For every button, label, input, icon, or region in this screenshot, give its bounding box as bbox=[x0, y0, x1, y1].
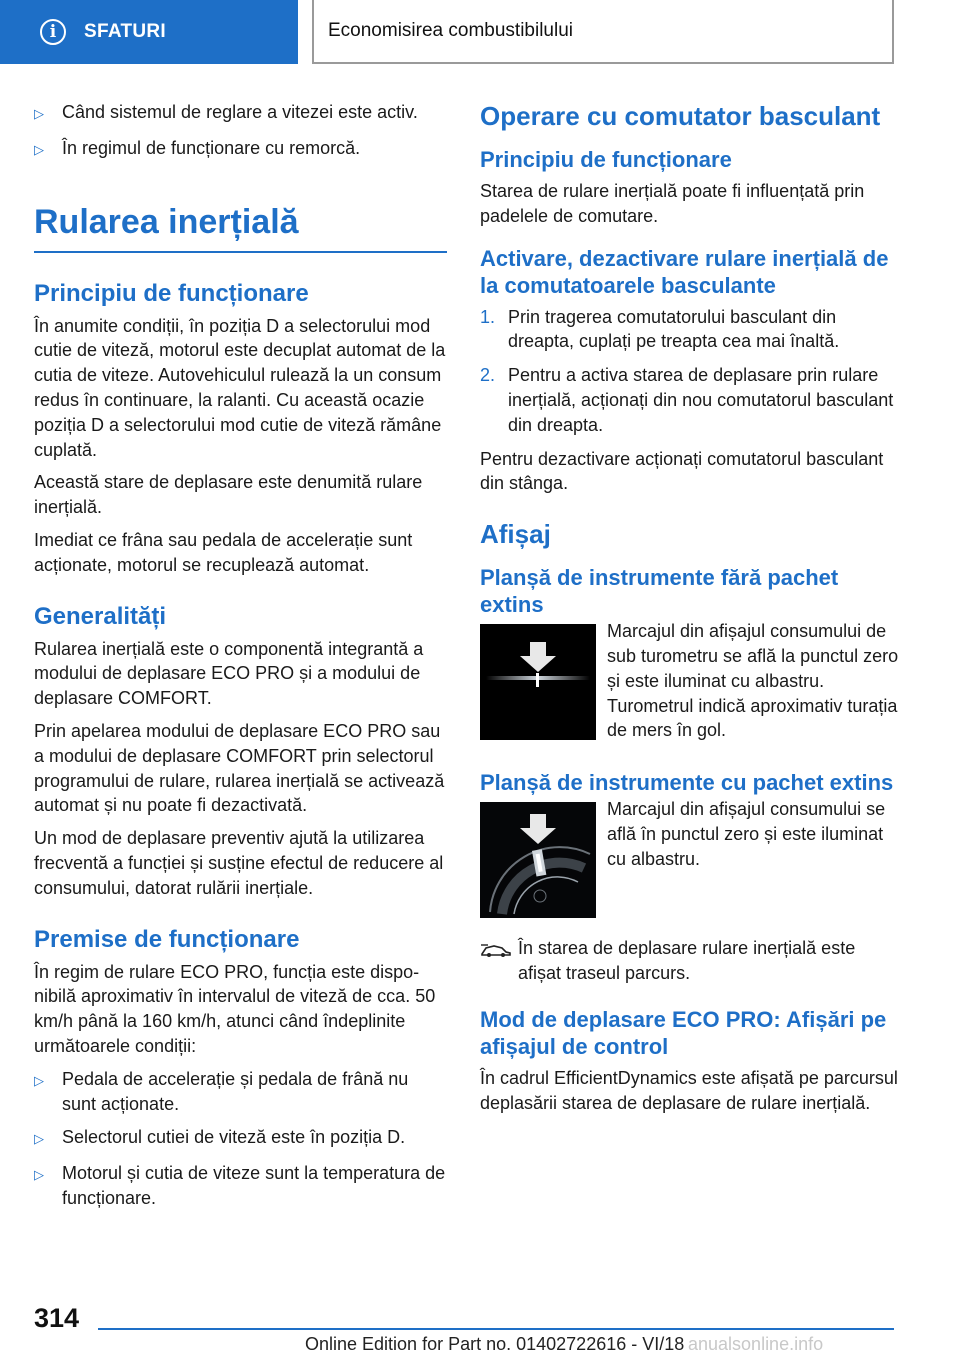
left-column bbox=[34, 100, 447, 1220]
list-item: ▷ Motorul și cutia de viteze sunt la temperatura de funcționare. bbox=[34, 1161, 447, 1211]
chapter-title: Economisirea combustibilului bbox=[328, 20, 573, 41]
triangle-bullet-icon: ▷ bbox=[34, 141, 44, 157]
subsection-heading: Activare, dezactivare rulare inerțială de la comutatoarele basculante bbox=[480, 245, 889, 298]
section-heading: Operare cu comutator basculant bbox=[480, 101, 881, 131]
chapter-header bbox=[312, 0, 894, 64]
heading-rule bbox=[34, 251, 447, 253]
step-number: 2. bbox=[480, 365, 496, 386]
triangle-bullet-icon: ▷ bbox=[34, 1167, 44, 1183]
edition-label: Online Edition for Part no. 01402722616 - VI/18 bbox=[305, 1334, 685, 1354]
section-tab bbox=[0, 0, 298, 64]
watermark: anualsonline.info bbox=[688, 1334, 824, 1354]
figure-row bbox=[480, 799, 900, 918]
instrument-cluster-image bbox=[480, 624, 596, 740]
figure-caption: Marcajul din afișajul consumului de sub turometru se află la punctul zero și este iluminat cu albastru. Turometrul indică aproximativ turația de mers în gol. bbox=[607, 621, 899, 741]
list-item: 2. Pentru a activa starea de deplasare prin rulare inerțială, acționați din nou comutatorul basculant din dreapta. bbox=[480, 363, 900, 437]
triangle-bullet-icon: ▷ bbox=[34, 106, 44, 121]
triangle-bullet-icon: ▷ bbox=[34, 1072, 44, 1088]
subsection-heading: Planșă de instrumente cu pachet extins bbox=[480, 770, 894, 796]
paragraph: Prin apelarea modului de deplasare ECO PRO sau a modului de deplasare COMFORT prin selectorul programului de rulare, rularea inerțială se activează automat și nu poate fi dezactivată. bbox=[34, 720, 445, 816]
note-row: În starea de deplasare rulare inerțială este afișat traseul parcurs. bbox=[480, 936, 900, 986]
instrument-cluster-image bbox=[480, 802, 596, 918]
list-item: ▷ Când sistemul de reglare a vitezei este activ. bbox=[34, 100, 447, 127]
right-column bbox=[480, 100, 900, 1123]
chapter-heading: Rularea inerțială bbox=[34, 202, 299, 241]
section-label: SFATURI bbox=[84, 21, 166, 42]
paragraph: În cadrul EfficientDynamics este afișată pe parcursul deplasării starea de deplasare de rulare inerțială. bbox=[480, 1067, 898, 1113]
page-number: 314 bbox=[34, 1303, 80, 1333]
section-heading: Principiu de funcționare bbox=[34, 279, 309, 307]
triangle-bullet-icon: ▷ bbox=[34, 1131, 44, 1147]
list-item: 1. Prin tragerea comutatorului basculant din dreapta, cuplați pe treapta cea mai înaltă. bbox=[480, 305, 900, 355]
paragraph: În anumite condiții, în poziția D a selectorului mod cutie de viteză, motorul este decuplat automat de la cutia de viteze. Autovehiculul rulează la un consum redus în continuare, la ralanti. Cu această ocazie poziția D a selectorului mod cutie de viteză rămâne cuplată. bbox=[34, 315, 446, 460]
paragraph: Starea de rulare inerțială poate fi influențată prin padelele de comutare. bbox=[480, 181, 865, 226]
subsection-heading: Planșă de instrumente fără pachet extins bbox=[480, 565, 839, 618]
paragraph: Pentru dezactivare acționați comutatorul basculant din stânga. bbox=[480, 448, 884, 494]
subsection-heading: Mod de deplasare ECO PRO: Afișări pe afișajul de control bbox=[480, 1006, 887, 1059]
step-number: 1. bbox=[480, 306, 496, 327]
list-item: ▷ În regimul de funcționare cu remorcă. bbox=[34, 136, 447, 163]
paragraph: În regim de rulare ECO PRO, funcția este disponibilă aproximativ în intervalul de viteză de cca. 50 km/h până la 160 km/h, atunci când îndeplinite următoarele condiții: bbox=[34, 961, 436, 1056]
list-item: ▷ Pedala de accelerație și pedala de frână nu sunt acționate. bbox=[34, 1067, 447, 1117]
section-heading: Generalități bbox=[34, 602, 167, 630]
figure-caption: Marcajul din afișajul consumului se află în punctul zero și este iluminat cu albastru. bbox=[607, 799, 886, 869]
section-heading: Premise de funcționare bbox=[34, 925, 300, 953]
list-item: ▷ Selectorul cutiei de viteză este în poziția D. bbox=[34, 1125, 447, 1152]
paragraph: Imediat ce frâna sau pedala de accelerație sunt acționate, motorul se recuplează automat. bbox=[34, 529, 413, 575]
section-heading: Afișaj bbox=[480, 519, 551, 550]
figure-row bbox=[480, 621, 900, 751]
paragraph: Un mod de deplasare preventiv ajută la utilizarea frecventă a funcției și susține efectul de reducere al consumului, datorat rulării inerțiale. bbox=[34, 828, 444, 898]
subsection-heading: Principiu de funcționare bbox=[480, 147, 732, 172]
footer-rule bbox=[98, 1328, 894, 1330]
paragraph: Această stare de deplasare este denumită rulare inerțială. bbox=[34, 472, 423, 518]
paragraph: Rularea inerțială este o componentă integrantă a modului de deplasare ECO PRO și a modului de deplasare COMFORT. bbox=[34, 638, 424, 709]
info-icon: i bbox=[40, 19, 66, 45]
coasting-car-icon bbox=[480, 936, 520, 986]
